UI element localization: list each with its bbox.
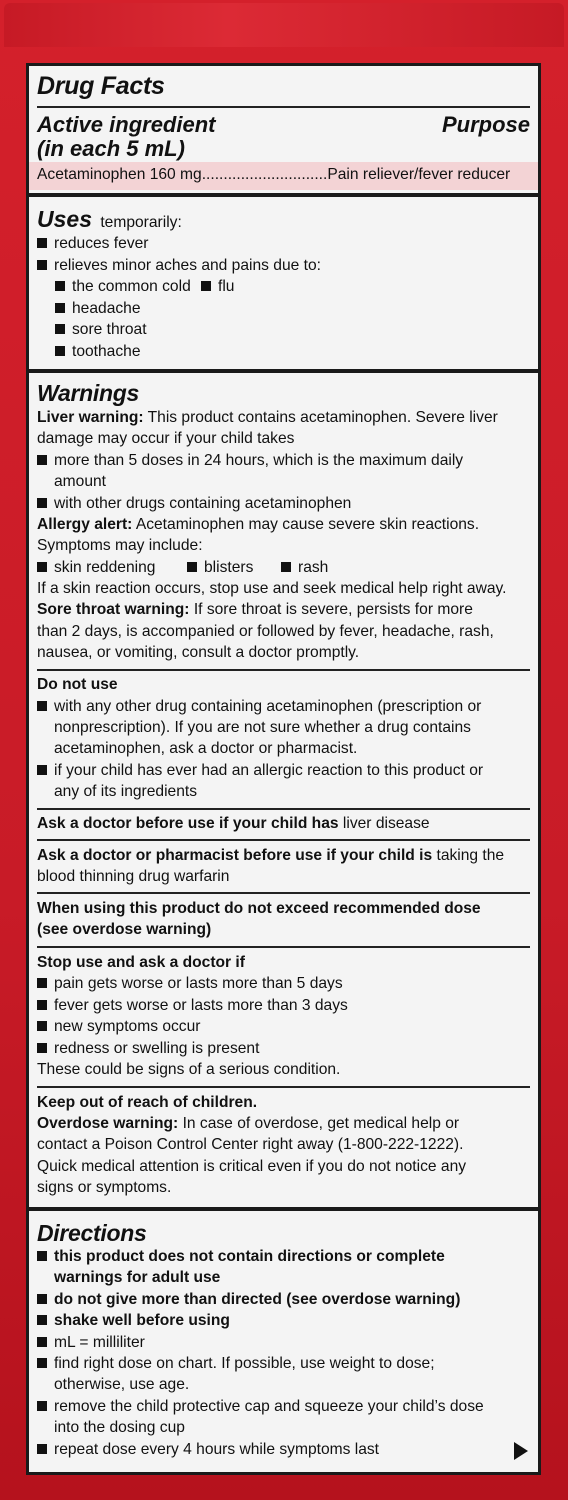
- divider-ask-doctor: [37, 808, 530, 810]
- stop-use-item: fever gets worse or lasts more than 3 days: [37, 995, 348, 1017]
- uses-sub-item: flu: [201, 276, 234, 298]
- directions-item: repeat dose every 4 hours while symptoms last: [37, 1439, 379, 1461]
- active-ingredient-subheading: (in each 5 mL): [37, 136, 185, 161]
- directions-item-cont: otherwise, use age.: [54, 1376, 190, 1393]
- section-divider-uses: [29, 193, 538, 197]
- bullet-square: [37, 498, 47, 508]
- directions-item-cont: warnings for adult use: [54, 1269, 221, 1286]
- bullet-square: [55, 303, 65, 313]
- do-not-use-heading: Do not use: [37, 676, 118, 693]
- bullet-square: [37, 1401, 47, 1411]
- directions-item: mL = milliliter: [37, 1332, 145, 1354]
- do-not-use-item-cont: any of its ingredients: [54, 783, 198, 800]
- overdose-warning-line4: signs or symptoms.: [37, 1179, 172, 1196]
- active-ingredient-row: Acetaminophen 160 mg.............................Pain reliever/fever reducer: [29, 162, 538, 190]
- sore-throat-line3: nausea, or vomiting, consult a doctor promptly.: [37, 644, 360, 661]
- directions-item: remove the child protective cap and squeeze your child’s dose: [37, 1396, 484, 1418]
- ask-pharmacist-line1: Ask a doctor or pharmacist before use if your child is taking the: [37, 847, 505, 864]
- bullet-square: [37, 1444, 47, 1454]
- continue-arrow-icon: [514, 1442, 528, 1460]
- bullet-square: [37, 1315, 47, 1325]
- ask-pharmacist-line2: blood thinning drug warfarin: [37, 868, 230, 885]
- bullet-square: [37, 562, 47, 572]
- allergy-alert-line1: Allergy alert: Acetaminophen may cause severe skin reactions.: [37, 516, 480, 533]
- bullet-square: [55, 324, 65, 334]
- skin-reaction-line: If a skin reaction occurs, stop use and seek medical help right away.: [37, 580, 507, 597]
- uses-item: relieves minor aches and pains due to:: [37, 255, 321, 277]
- drug-facts-panel: [26, 63, 541, 1475]
- bullet-square: [201, 281, 211, 291]
- divider-do-not-use: [37, 669, 530, 671]
- bullet-square: [37, 455, 47, 465]
- liver-warning-line2: damage may occur if your child takes: [37, 430, 295, 447]
- do-not-use-item: with any other drug containing acetaminophen (prescription or: [37, 696, 481, 718]
- directions-item: shake well before using: [37, 1310, 230, 1332]
- active-ingredient-heading: Active ingredient: [37, 112, 216, 137]
- symptom-item: skin reddening: [37, 557, 155, 579]
- bullet-square: [37, 1000, 47, 1010]
- do-not-use-item-cont: nonprescription). If you are not sure whether a drug contains: [54, 719, 471, 736]
- divider-keep-out: [37, 1086, 530, 1088]
- directions-title: Directions: [37, 1220, 147, 1246]
- bullet-square: [37, 978, 47, 988]
- stop-use-item: redness or swelling is present: [37, 1038, 259, 1060]
- bullet-square: [55, 281, 65, 291]
- divider-ask-pharmacist: [37, 839, 530, 841]
- sore-throat-line1: Sore throat warning: If sore throat is severe, persists for more: [37, 601, 473, 618]
- directions-item: find right dose on chart. If possible, use weight to dose;: [37, 1353, 435, 1375]
- do-not-use-item-cont: acetaminophen, ask a doctor or pharmacist.: [54, 740, 358, 757]
- when-using-line2: (see overdose warning): [37, 921, 212, 938]
- bullet-square: [37, 1021, 47, 1031]
- stop-use-item: pain gets worse or lasts more than 5 days: [37, 973, 343, 995]
- package-top-flap: [4, 3, 564, 47]
- bullet-square: [37, 701, 47, 711]
- directions-item: this product does not contain directions or complete: [37, 1246, 445, 1268]
- divider-stop-use: [37, 946, 530, 948]
- uses-item: reduces fever: [37, 233, 148, 255]
- bullet-square: [37, 260, 47, 270]
- bullet-square: [37, 765, 47, 775]
- uses-heading-line: [37, 206, 532, 236]
- bullet-square: [281, 562, 291, 572]
- overdose-warning-line2: contact a Poison Control Center right away (1-800-222-1222).: [37, 1136, 464, 1153]
- liver-warning-line1: Liver warning: This product contains acetaminophen. Severe liver: [37, 409, 498, 426]
- directions-item-cont: into the dosing cup: [54, 1419, 185, 1436]
- divider-when-using: [37, 892, 530, 894]
- drug-facts-title: Drug Facts: [37, 72, 165, 100]
- symptom-item: rash: [281, 557, 328, 579]
- stop-use-heading: Stop use and ask a doctor if: [37, 954, 245, 971]
- section-divider-warnings: [29, 369, 538, 373]
- warnings-title: Warnings: [37, 380, 139, 406]
- when-using-line1: When using this product do not exceed recommended dose: [37, 900, 481, 917]
- overdose-warning-line1: Overdose warning: In case of overdose, get medical help or: [37, 1115, 460, 1132]
- section-divider-directions: [29, 1207, 538, 1211]
- bullet-square: [37, 1294, 47, 1304]
- allergy-alert-line2: Symptoms may include:: [37, 537, 203, 554]
- liver-warning-item: more than 5 doses in 24 hours, which is the maximum daily: [37, 450, 463, 472]
- title-divider: [37, 106, 530, 108]
- uses-sub-item: sore throat: [55, 319, 147, 341]
- bullet-square: [37, 1043, 47, 1053]
- uses-intro: temporarily:: [100, 214, 182, 231]
- bullet-square: [37, 1337, 47, 1347]
- overdose-warning-line3: Quick medical attention is critical even if you do not notice any: [37, 1158, 467, 1175]
- bullet-square: [55, 346, 65, 356]
- liver-warning-item-cont: amount: [54, 473, 107, 490]
- purpose-heading: Purpose: [441, 112, 530, 137]
- uses-sub-item: headache: [55, 298, 141, 320]
- uses-title: Uses: [37, 206, 92, 232]
- keep-out-heading: Keep out of reach of children.: [37, 1094, 258, 1111]
- stop-use-item: new symptoms occur: [37, 1016, 200, 1038]
- bullet-square: [37, 1251, 47, 1261]
- liver-warning-item: with other drugs containing acetaminophen: [37, 493, 351, 515]
- bullet-square: [187, 562, 197, 572]
- sore-throat-line2: than 2 days, is accompanied or followed by fever, headache, rash,: [37, 623, 494, 640]
- bullet-square: [37, 238, 47, 248]
- uses-sub-item: the common cold: [55, 276, 191, 298]
- ask-doctor-line: Ask a doctor before use if your child has liver disease: [37, 815, 430, 832]
- bullet-square: [37, 1358, 47, 1368]
- uses-sub-item: toothache: [55, 341, 141, 363]
- directions-item: do not give more than directed (see overdose warning): [37, 1289, 460, 1311]
- stop-use-note: These could be signs of a serious condition.: [37, 1061, 341, 1078]
- do-not-use-item: if your child has ever had an allergic reaction to this product or: [37, 760, 483, 782]
- symptom-item: blisters: [187, 557, 253, 579]
